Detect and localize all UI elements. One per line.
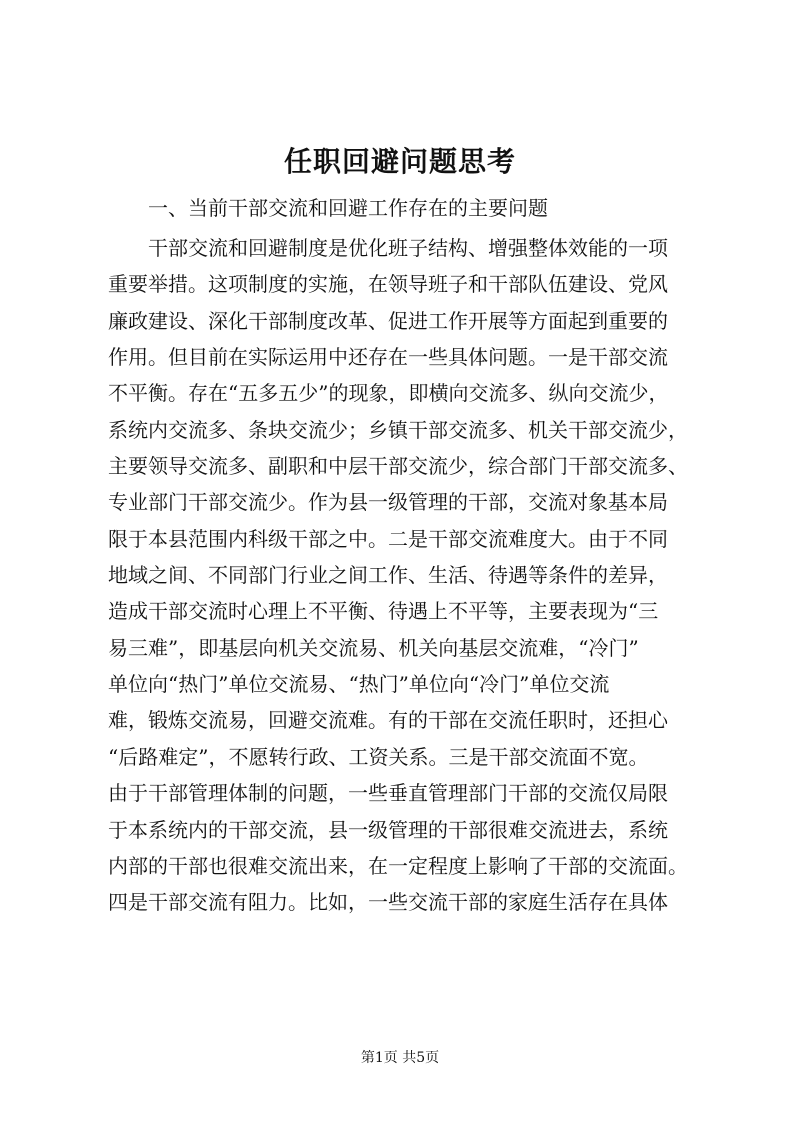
- text-line: 主要领导交流多、副职和中层干部交流少，综合部门干部交流多、: [108, 454, 688, 479]
- text-line: 限于本县范围内科级干部之中。二是干部交流难度大。由于不同: [108, 526, 668, 551]
- text-line: 于本系统内的干部交流，县一级管理的干部很难交流进去，系统: [108, 817, 668, 842]
- text-line: 干部交流和回避制度是优化班子结构、增强整体效能的一项: [148, 236, 668, 260]
- text-line: 难，锻炼交流易，回避交流难。有的干部在交流任职时，还担心: [108, 708, 668, 733]
- text-line: 内部的干部也很难交流出来，在一定程度上影响了干部的交流面。: [108, 853, 688, 878]
- text-line: 由于干部管理体制的问题，一些垂直管理部门干部的交流仅局限: [108, 781, 668, 806]
- section-heading: 一、当前干部交流和回避工作存在的主要问题: [148, 196, 548, 220]
- text-line: 专业部门干部交流少。作为县一级管理的干部，交流对象基本局: [108, 490, 668, 515]
- text-line: 造成干部交流时心理上不平衡、待遇上不平等，主要表现为“三: [108, 599, 659, 624]
- text-line: 作用。但目前在实际运用中还存在一些具体问题。一是干部交流: [108, 345, 668, 370]
- page-footer: 第1页 共5页: [360, 1050, 440, 1066]
- text-line: 不平衡。存在“五多五少”的现象，即横向交流多、纵向交流少，: [108, 381, 669, 406]
- text-line: 廉政建设、深化干部制度改革、促进工作开展等方面起到重要的: [108, 308, 668, 333]
- text-line: 系统内交流多、条块交流少；乡镇干部交流多、机关干部交流少，: [108, 417, 688, 442]
- text-line: 重要举措。这项制度的实施，在领导班子和干部队伍建设、党风: [108, 272, 668, 297]
- text-line: “后路难定”，不愿转行政、工资关系。三是干部交流面不宽。: [108, 744, 649, 769]
- text-line: 地域之间、不同部门行业之间工作、生活、待遇等条件的差异，: [108, 563, 668, 588]
- text-line: 单位向“热门”单位交流易、“热门”单位向“冷门”单位交流: [108, 672, 610, 697]
- text-line: 易三难”，即基层向机关交流易、机关向基层交流难，“冷门”: [108, 635, 639, 660]
- body-text: [108, 230, 708, 921]
- text-line: 四是干部交流有阻力。比如，一些交流干部的家庭生活存在具体: [108, 890, 668, 915]
- document-title: 任职回避问题思考: [283, 145, 516, 178]
